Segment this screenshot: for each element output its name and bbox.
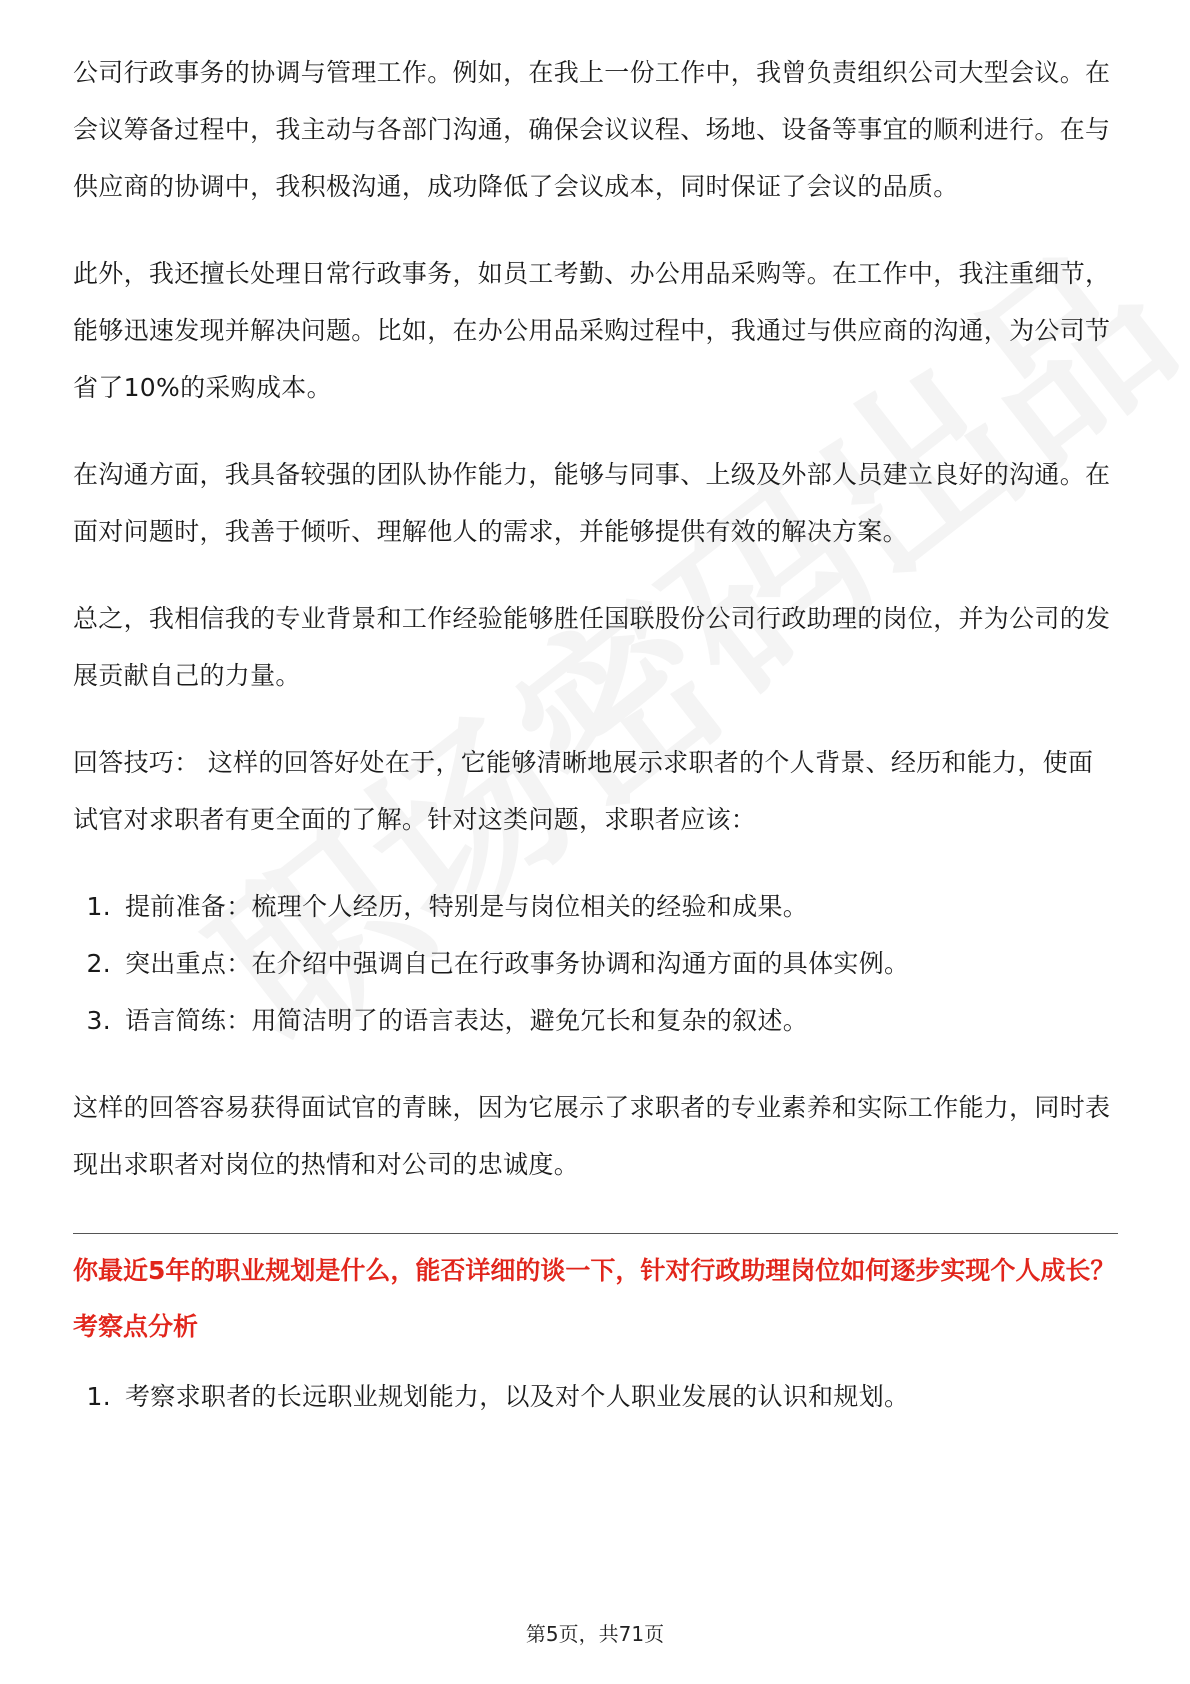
list-item (73, 878, 1118, 935)
list-text: 语言简练：用简洁明了的语言表达，避免冗长和复杂的叙述。 (125, 1006, 809, 1035)
list-number: 2. (86, 949, 111, 978)
list-item (73, 935, 1118, 992)
paragraph-experience: 公司行政事务的协调与管理工作。例如，在我上一份工作中，我曾负责组织公司大型会议。在会议筹备过程中，我主动与各部门沟通，确保会议议程、场地、设备等事宜的顺利进行。在与供应商的协调中，我积极沟通，成功降低了会议成本，同时保证了会议的品质。 (73, 58, 1111, 201)
list-item (73, 1368, 1118, 1425)
tips-list (73, 878, 1118, 1049)
list-number: 1. (86, 892, 111, 921)
list-number: 3. (86, 1006, 111, 1035)
list-number: 1. (86, 1382, 111, 1411)
document-page (73, 44, 1118, 1455)
analysis-heading: 考察点分析 (73, 1312, 199, 1341)
list-text: 突出重点：在介绍中强调自己在行政事务协调和沟通方面的具体实例。 (125, 949, 910, 978)
paragraph-summary: 总之，我相信我的专业背景和工作经验能够胜任国联股份公司行政助理的岗位，并为公司的发展贡献自己的力量。 (73, 604, 1111, 690)
paragraph-closing: 这样的回答容易获得面试官的青睐，因为它展示了求职者的专业素养和实际工作能力，同时表现出求职者对岗位的热情和对公司的忠诚度。 (73, 1093, 1111, 1179)
paragraph-communication: 在沟通方面，我具备较强的团队协作能力，能够与同事、上级及外部人员建立良好的沟通。在面对问题时，我善于倾听、理解他人的需求，并能够提供有效的解决方案。 (73, 460, 1111, 546)
list-text: 考察求职者的长远职业规划能力，以及对个人职业发展的认识和规划。 (125, 1382, 910, 1411)
interview-question: 你最近5年的职业规划是什么，能否详细的谈一下，针对行政助理岗位如何逐步实现个人成长？ (73, 1256, 1116, 1285)
paragraph-answer-tips: 回答技巧： 这样的回答好处在于，它能够清晰地展示求职者的个人背景、经历和能力，使面试官对求职者有更全面的了解。针对这类问题，求职者应该： (73, 748, 1094, 834)
paragraph-daily-affairs: 此外，我还擅长处理日常行政事务，如员工考勤、办公用品采购等。在工作中，我注重细节，能够迅速发现并解决问题。比如，在办公用品采购过程中，我通过与供应商的沟通，为公司节省了10%的采购成本。 (73, 259, 1111, 402)
analysis-list (73, 1368, 1118, 1425)
list-item (73, 992, 1118, 1049)
section-divider (73, 1233, 1118, 1234)
list-text: 提前准备：梳理个人经历，特别是与岗位相关的经验和成果。 (125, 892, 809, 921)
page-footer: 第5页，共71页 (525, 1622, 665, 1646)
